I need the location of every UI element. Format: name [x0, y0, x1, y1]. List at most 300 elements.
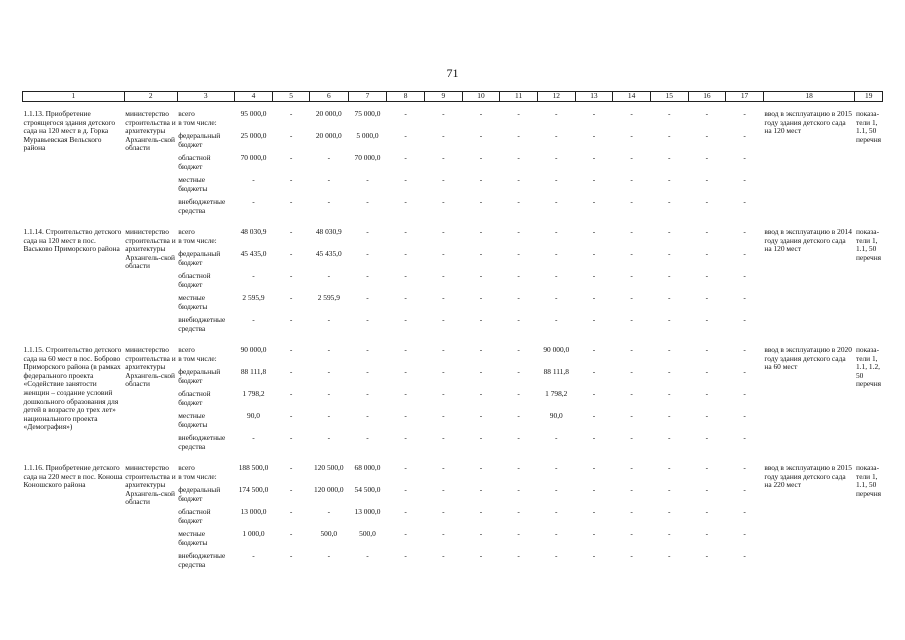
- funding-value: -: [592, 109, 596, 118]
- measure-name: 1.1.13. Приобретение строящегося здания детского сада на 120 мест в д. Горка Муравьевская Вельского района: [23, 109, 116, 153]
- funding-value: 90,0: [549, 411, 563, 420]
- funding-value: 90,0: [247, 411, 260, 420]
- column-header: 14: [613, 92, 651, 102]
- funding-source: [177, 346, 234, 368]
- funding-value: -: [705, 315, 709, 324]
- funding-value: 188 500,0: [238, 463, 269, 472]
- funding-value: -: [479, 411, 483, 420]
- funding-value: -: [592, 153, 596, 162]
- indicator-link: показа-тели 1, 1.1, 50 перечня: [855, 463, 882, 498]
- funding-source: [177, 368, 234, 390]
- funding-value: -: [668, 433, 671, 442]
- funding-source: [177, 508, 234, 530]
- funding-value: -: [517, 153, 520, 162]
- funding-value: -: [404, 529, 407, 538]
- funding-value: -: [668, 411, 671, 420]
- funding-value: -: [555, 507, 558, 516]
- funding-value: 25 000,0: [240, 131, 267, 140]
- funding-value: 54 500,0: [354, 485, 381, 494]
- funding-source: [177, 110, 234, 132]
- funding-value: -: [442, 551, 445, 560]
- funding-value: -: [555, 175, 558, 184]
- indicator-link: показа-тели 1, 1.1, 50 перечня: [855, 109, 882, 144]
- funding-value: -: [630, 293, 633, 302]
- funding-value: -: [252, 433, 255, 442]
- funding-value: -: [479, 529, 483, 538]
- funding-value: -: [252, 271, 255, 280]
- funding-value: -: [366, 197, 369, 206]
- funding-value: -: [442, 367, 445, 376]
- funding-value: 45 435,0: [315, 249, 342, 258]
- funding-value: -: [327, 153, 331, 162]
- funding-source-label: в том числе:: [178, 235, 217, 245]
- funding-value: -: [442, 249, 445, 258]
- funding-value: -: [555, 109, 558, 118]
- funding-source-label: федеральный бюджет: [178, 367, 221, 385]
- funding-source-label: внебюджетные средства: [178, 197, 226, 215]
- funding-value: -: [705, 529, 709, 538]
- funding-value: 1 000,0: [242, 529, 265, 538]
- funding-source: [177, 530, 234, 552]
- funding-source-label: всего: [178, 463, 195, 472]
- funding-value: -: [366, 551, 369, 560]
- funding-value: -: [517, 315, 520, 324]
- funding-source-label: в том числе:: [178, 471, 217, 481]
- funding-value: -: [668, 109, 671, 118]
- funding-source: [177, 552, 234, 574]
- funding-value: -: [705, 411, 709, 420]
- funding-value: -: [442, 131, 445, 140]
- funding-value: 70 000,0: [354, 153, 381, 162]
- funding-value: -: [327, 389, 331, 398]
- funding-value: -: [289, 249, 293, 258]
- funding-value: -: [327, 507, 331, 516]
- funding-value: -: [479, 315, 483, 324]
- column-header: 10: [462, 92, 500, 102]
- funding-value: -: [327, 175, 331, 184]
- funding-source-label: всего: [178, 345, 195, 354]
- funding-value: -: [555, 463, 558, 472]
- funding-source-label: областной бюджет: [178, 507, 211, 525]
- funding-value: -: [705, 485, 709, 494]
- funding-value: -: [743, 551, 746, 560]
- funding-value: -: [366, 227, 369, 236]
- funding-value: -: [555, 249, 558, 258]
- funding-value: -: [404, 507, 407, 516]
- funding-value: -: [442, 507, 445, 516]
- funding-source-label: в том числе:: [178, 353, 217, 363]
- funding-value: -: [404, 345, 407, 354]
- funding-value: -: [479, 249, 483, 258]
- funding-value: -: [517, 389, 520, 398]
- funding-value: -: [479, 153, 483, 162]
- funding-value: -: [442, 197, 445, 206]
- table-row: [23, 110, 883, 132]
- funding-value: -: [555, 293, 558, 302]
- expected-result: ввод в эксплуатацию в 2015 году здания детского сада на 120 мест: [764, 109, 852, 136]
- funding-value: 95 000,0: [240, 109, 267, 118]
- funding-value: -: [592, 131, 596, 140]
- column-header: 18: [763, 92, 855, 102]
- funding-source-label: федеральный бюджет: [178, 131, 221, 149]
- funding-value: -: [517, 109, 520, 118]
- column-header: 2: [124, 92, 177, 102]
- funding-value: 1 798,2: [242, 389, 265, 398]
- funding-value: -: [404, 485, 407, 494]
- funding-value: -: [517, 463, 520, 472]
- funding-value: 75 000,0: [354, 109, 381, 118]
- funding-value: -: [592, 485, 596, 494]
- funding-value: -: [630, 345, 633, 354]
- funding-value: -: [479, 271, 483, 280]
- funding-value: -: [404, 551, 407, 560]
- funding-value: -: [479, 345, 483, 354]
- funding-value: -: [442, 345, 445, 354]
- funding-value: -: [289, 271, 293, 280]
- table-row: [23, 346, 883, 368]
- funding-value: -: [517, 197, 520, 206]
- funding-value: -: [743, 389, 746, 398]
- column-header: 13: [575, 92, 613, 102]
- funding-value: -: [592, 271, 596, 280]
- funding-value: -: [517, 529, 520, 538]
- column-header: 3: [177, 92, 234, 102]
- funding-value: -: [404, 271, 407, 280]
- funding-source-label: федеральный бюджет: [178, 485, 221, 503]
- funding-value: -: [705, 109, 709, 118]
- funding-value: -: [289, 175, 293, 184]
- funding-value: -: [289, 551, 293, 560]
- funding-value: -: [479, 197, 483, 206]
- funding-value: -: [705, 367, 709, 376]
- funding-value: -: [630, 367, 633, 376]
- funding-value: 500,0: [320, 529, 338, 538]
- funding-value: 90 000,0: [543, 345, 570, 354]
- funding-value: -: [404, 389, 407, 398]
- funding-value: -: [517, 131, 520, 140]
- funding-value: -: [442, 175, 445, 184]
- funding-value: -: [404, 153, 407, 162]
- funding-value: -: [442, 433, 445, 442]
- funding-value: -: [289, 433, 293, 442]
- funding-source-label: всего: [178, 109, 195, 118]
- funding-value: 174 500,0: [238, 485, 269, 494]
- funding-value: -: [289, 529, 293, 538]
- funding-value: -: [668, 345, 671, 354]
- funding-value: -: [404, 293, 407, 302]
- funding-value: -: [630, 109, 633, 118]
- funding-value: -: [592, 315, 596, 324]
- funding-source-label: областной бюджет: [178, 389, 211, 407]
- funding-value: -: [705, 507, 709, 516]
- funding-value: -: [327, 551, 331, 560]
- funding-value: -: [705, 175, 709, 184]
- funding-value: -: [592, 249, 596, 258]
- funding-value: -: [366, 175, 369, 184]
- funding-value: -: [366, 293, 369, 302]
- funding-value: -: [705, 463, 709, 472]
- funding-value: 13 000,0: [240, 507, 267, 516]
- funding-value: -: [327, 315, 331, 324]
- funding-value: -: [404, 315, 407, 324]
- funding-value: -: [366, 411, 369, 420]
- funding-source: [177, 250, 234, 272]
- funding-value: -: [517, 345, 520, 354]
- funding-value: 2 595,9: [317, 293, 340, 302]
- funding-value: -: [630, 227, 633, 236]
- funding-value: -: [592, 197, 596, 206]
- funding-value: -: [705, 345, 709, 354]
- funding-value: -: [404, 411, 407, 420]
- funding-value: -: [592, 411, 596, 420]
- funding-value: -: [404, 197, 407, 206]
- funding-value: -: [555, 529, 558, 538]
- funding-value: -: [517, 551, 520, 560]
- funding-source-label: в том числе:: [178, 117, 217, 127]
- funding-value: 88 111,8: [240, 367, 267, 376]
- funding-value: -: [555, 485, 558, 494]
- column-header: 9: [424, 92, 462, 102]
- funding-value: -: [555, 153, 558, 162]
- indicator-link: показа-тели 1, 1.1, 50 перечня: [855, 227, 882, 262]
- funding-value: -: [592, 551, 596, 560]
- funding-value: 20 000,0: [315, 131, 342, 140]
- funding-value: -: [404, 227, 407, 236]
- funding-source-label: местные бюджеты: [178, 411, 208, 429]
- funding-value: 88 111,8: [543, 367, 569, 376]
- funding-value: -: [252, 551, 255, 560]
- funding-value: -: [289, 293, 293, 302]
- column-header: 6: [309, 92, 348, 102]
- funding-value: -: [743, 271, 746, 280]
- funding-value: -: [327, 271, 331, 280]
- funding-value: 2 595,9: [242, 293, 265, 302]
- column-header: 7: [348, 92, 387, 102]
- funding-value: -: [743, 293, 746, 302]
- funding-value: -: [592, 389, 596, 398]
- funding-value: -: [630, 551, 633, 560]
- funding-value: -: [289, 109, 293, 118]
- funding-value: -: [479, 175, 483, 184]
- funding-value: -: [442, 315, 445, 324]
- funding-value: 13 000,0: [354, 507, 381, 516]
- funding-value: -: [517, 485, 520, 494]
- funding-value: -: [289, 389, 293, 398]
- funding-value: -: [479, 389, 483, 398]
- funding-value: -: [668, 485, 671, 494]
- expected-result: ввод в эксплуатацию в 2015 году здания детского сада на 220 мест: [764, 463, 852, 490]
- funding-value: -: [289, 131, 293, 140]
- funding-value: -: [479, 507, 483, 516]
- responsible-executor: министерство строительства и архитектуры Архангель-ской области: [125, 227, 176, 271]
- funding-value: -: [517, 175, 520, 184]
- funding-value: -: [404, 249, 407, 258]
- funding-value: -: [442, 227, 445, 236]
- funding-source: [177, 176, 234, 198]
- funding-value: -: [743, 227, 746, 236]
- expected-result: ввод в эксплуатацию в 2014 году здания детского сада на 120 мест: [764, 227, 852, 254]
- column-header: 11: [500, 92, 538, 102]
- funding-value: -: [517, 227, 520, 236]
- funding-value: -: [555, 131, 558, 140]
- funding-source-label: федеральный бюджет: [178, 249, 221, 267]
- funding-value: -: [327, 367, 331, 376]
- funding-value: 5 000,0: [356, 131, 379, 140]
- funding-value: 120 000,0: [314, 485, 344, 494]
- funding-value: -: [630, 271, 633, 280]
- funding-value: -: [517, 433, 520, 442]
- column-header: 4: [234, 92, 273, 102]
- funding-value: -: [252, 197, 255, 206]
- funding-value: -: [442, 529, 445, 538]
- funding-source: [177, 154, 234, 176]
- funding-value: -: [517, 507, 520, 516]
- funding-source: [177, 316, 234, 338]
- funding-value: -: [630, 507, 633, 516]
- funding-value: -: [517, 271, 520, 280]
- funding-value: -: [442, 109, 445, 118]
- funding-value: -: [442, 485, 445, 494]
- funding-value: -: [743, 433, 746, 442]
- funding-value: -: [289, 197, 293, 206]
- funding-source-label: внебюджетные средства: [178, 433, 226, 451]
- funding-source: [177, 294, 234, 316]
- funding-value: -: [404, 367, 407, 376]
- column-header: 12: [537, 92, 575, 102]
- funding-value: 120 500,0: [314, 463, 344, 472]
- indicator-link: показа-тели 1, 1.1, 1.2, 50 перечня: [855, 345, 882, 389]
- funding-source: [177, 272, 234, 294]
- funding-value: -: [327, 433, 331, 442]
- funding-value: -: [743, 153, 746, 162]
- funding-source: [177, 132, 234, 154]
- funding-value: -: [517, 367, 520, 376]
- funding-value: -: [668, 551, 671, 560]
- funding-value: -: [630, 485, 633, 494]
- column-header: 1: [23, 92, 125, 102]
- funding-value: -: [252, 315, 255, 324]
- funding-value: 68 000,0: [354, 463, 381, 472]
- funding-value: -: [630, 131, 633, 140]
- funding-value: -: [366, 315, 369, 324]
- table-row: [23, 228, 883, 250]
- column-header: 17: [726, 92, 764, 102]
- funding-value: -: [668, 463, 671, 472]
- measure-name: 1.1.16. Приобретение детского сада на 220 мест в пос. Коноша Коношского района: [23, 463, 123, 490]
- funding-value: -: [366, 389, 369, 398]
- funding-source: [177, 434, 234, 456]
- funding-value: -: [705, 227, 709, 236]
- funding-value: -: [479, 293, 483, 302]
- funding-value: -: [592, 293, 596, 302]
- funding-value: 45 435,0: [240, 249, 267, 258]
- funding-value: -: [555, 271, 558, 280]
- funding-source-label: внебюджетные средства: [178, 551, 226, 569]
- funding-value: -: [668, 197, 671, 206]
- funding-value: -: [479, 109, 483, 118]
- column-header: 15: [650, 92, 688, 102]
- funding-source-label: областной бюджет: [178, 271, 211, 289]
- funding-value: -: [479, 227, 483, 236]
- funding-value: -: [630, 175, 633, 184]
- funding-value: -: [668, 529, 671, 538]
- funding-source-label: местные бюджеты: [178, 293, 208, 311]
- page-number: 71: [446, 66, 459, 80]
- funding-source-label: областной бюджет: [178, 153, 211, 171]
- measure-name: 1.1.15. Строительство детского сада на 60 мест в пос. Боброво Приморского района (в рамках федерального проекта «Содействие занятости женщин – создание условий дошкольного образования для детей в возрасте до трех лет» национального проекта «Демография»): [23, 345, 122, 432]
- expected-result: ввод в эксплуатацию в 2020 году здания детского сада на 60 мест: [764, 345, 852, 372]
- funding-value: -: [592, 463, 596, 472]
- funding-value: -: [668, 153, 671, 162]
- funding-value: -: [289, 345, 293, 354]
- funding-value: -: [252, 175, 255, 184]
- funding-value: 20 000,0: [315, 109, 342, 118]
- funding-value: -: [366, 367, 369, 376]
- funding-value: -: [668, 293, 671, 302]
- funding-value: -: [592, 175, 596, 184]
- funding-value: -: [743, 507, 746, 516]
- funding-value: -: [668, 249, 671, 258]
- funding-value: -: [668, 315, 671, 324]
- funding-value: -: [289, 227, 293, 236]
- funding-value: -: [289, 507, 293, 516]
- funding-value: -: [289, 367, 293, 376]
- column-header: 5: [273, 92, 310, 102]
- funding-value: -: [630, 249, 633, 258]
- funding-value: -: [366, 249, 369, 258]
- measure-name: 1.1.14. Строительство детского сада на 120 мест в пос. Васьково Приморского района: [23, 227, 122, 254]
- responsible-executor: министерство строительства и архитектуры Архангель-ской области: [125, 345, 176, 389]
- funding-value: -: [668, 271, 671, 280]
- program-table: [22, 91, 883, 574]
- responsible-executor: министерство строительства и архитектуры Архангель-ской области: [125, 463, 176, 507]
- funding-value: -: [479, 485, 483, 494]
- funding-value: -: [289, 315, 293, 324]
- funding-value: -: [630, 153, 633, 162]
- funding-value: -: [289, 485, 293, 494]
- responsible-executor: министерство строительства и архитектуры Архангель-ской области: [125, 109, 176, 153]
- funding-value: -: [743, 175, 746, 184]
- funding-value: -: [289, 463, 293, 472]
- funding-value: -: [705, 293, 709, 302]
- funding-value: -: [517, 411, 520, 420]
- funding-value: -: [327, 345, 331, 354]
- column-header: 8: [387, 92, 425, 102]
- funding-value: -: [592, 367, 596, 376]
- funding-value: -: [442, 293, 445, 302]
- funding-value: -: [517, 293, 520, 302]
- funding-value: -: [668, 175, 671, 184]
- funding-value: 48 030,9: [240, 227, 267, 236]
- funding-value: -: [705, 433, 709, 442]
- funding-value: -: [630, 433, 633, 442]
- funding-source: [177, 228, 234, 250]
- funding-source-label: внебюджетные средства: [178, 315, 226, 333]
- funding-value: -: [479, 551, 483, 560]
- funding-value: -: [705, 389, 709, 398]
- funding-value: -: [366, 345, 369, 354]
- funding-source-label: всего: [178, 227, 195, 236]
- funding-value: -: [705, 271, 709, 280]
- funding-value: -: [555, 315, 558, 324]
- funding-value: -: [442, 271, 445, 280]
- funding-value: -: [479, 367, 483, 376]
- funding-value: -: [442, 411, 445, 420]
- funding-value: -: [630, 529, 633, 538]
- funding-source: [177, 412, 234, 434]
- funding-value: -: [555, 197, 558, 206]
- funding-value: -: [705, 249, 709, 258]
